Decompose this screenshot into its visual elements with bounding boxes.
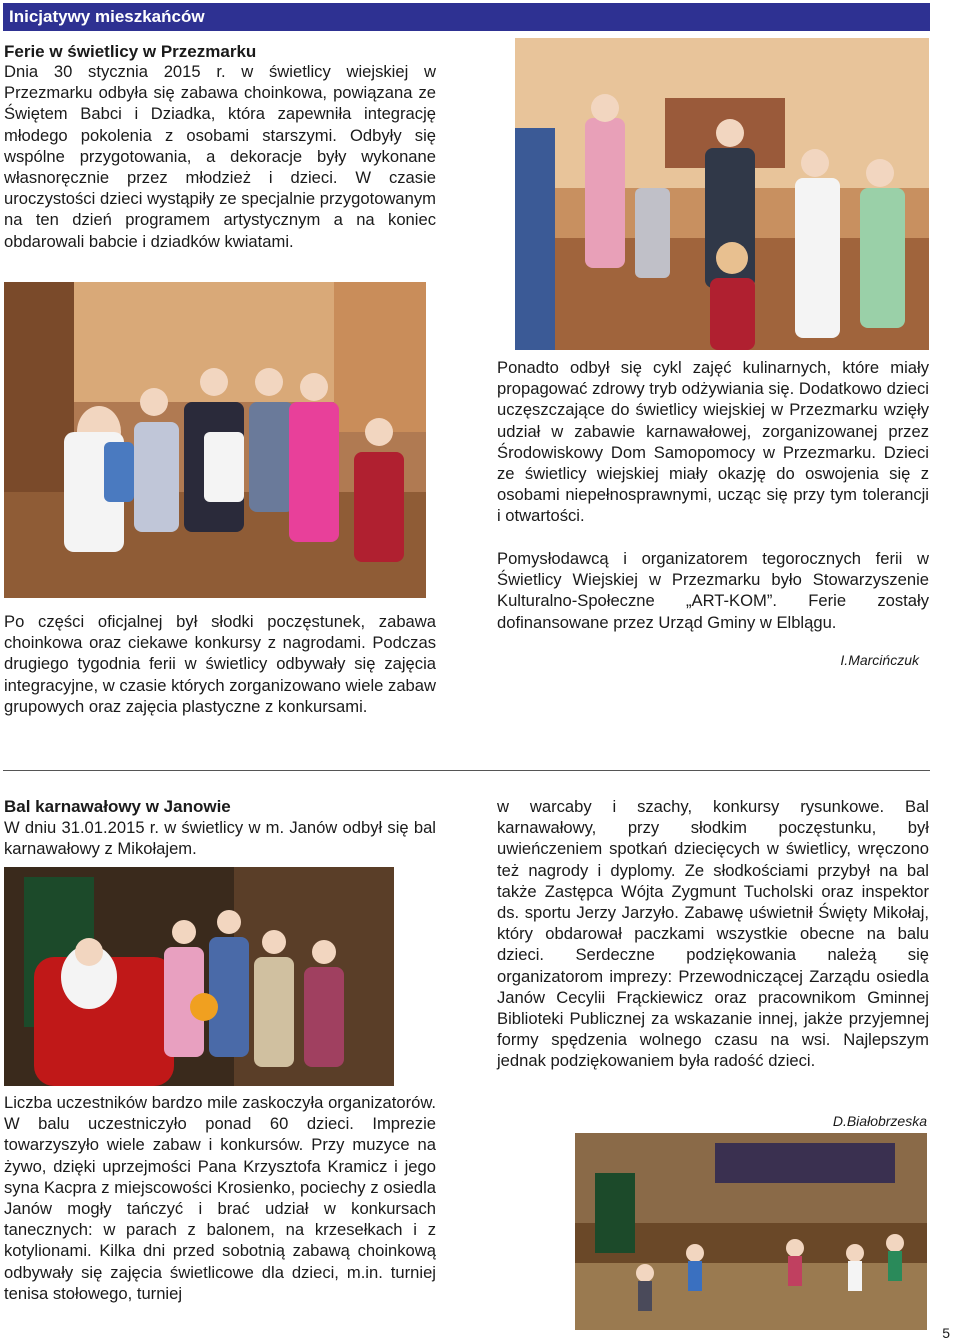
article2-left-bottom — [4, 1092, 436, 1304]
article2-left-bottom-text: Liczba uczestników bardzo mile zaskoczyła organizatorów. W balu uczestniczyło ponad 60 dzieci. Imprezie towarzyszyło wiele zabaw i konkursów. Przy muzyce na żywo, dzięki uprzejmości Pana Krzysztofa Kramicz i jego syna Kacpra z miejscowości Krosienko, pociechy z osiedla Janów mogły tańczyć i brać udział w konkursach tanecznych: w parach z balonem, na krzesełkach i z kotylionami. Kilka dni przed sobotnią zabawą choinkową odbywały się zajęcia świetlicowe dla dzieci, m.in. turniej tenisa stołowego, turniej — [4, 1093, 436, 1303]
article2-right-text-body: w warcaby i szachy, konkursy rysunkowe. Bal karnawałowy, przy słodkim poczęstunku, był uwieńczeniem spotkań dziecięcych w świetlicy, wręczono też nagrody i dyplomy. Ze słodkościami przybył na bal także Zastępca Wójta Zygmunt Tucholski oraz inspektor ds. sportu Jerzy Jarzyło. Zabawę uświetnił Święty Mikołaj, który obdarował paczkami wszystkie obecne na balu dzieci. Serdeczne podziękowania należą się organizatorom imprezy: Przewodniczącej Zarządu osiedla Janów Cecylii Frąckiewicz oraz pracownikom Gminnej Biblioteki Publicznej za wskazanie innej, jakże przyjemnej formy spędzenia wolnego czasu na wsi. Najlepszym jednak podziękowaniem była radość dzieci. — [497, 797, 929, 1071]
article2-title: Bal karnawałowy w Janowie — [4, 797, 231, 816]
article2-intro — [4, 817, 436, 859]
article1-intro-text: Dnia 30 stycznia 2015 r. w świetlicy wiejskiej w Przezmarku odbyła się zabawa choinkowa, powiązana ze Świętem Babci i Dziadka, która zapewniła integrację młodego pokolenia z osobami starszymi. Odbyły się wspólne przygotowania, a dekoracje były wykonane własnoręcznie przez młodzież i dzieci. W czasie uroczystości dzieci wystąpiły ze specjalnie przygotowanym na ten dzień programem artystycznym a na koniec obdarowali babcie i dziadków kwiatami. — [4, 62, 436, 251]
article1-signature: I.Marcińczuk — [840, 652, 919, 668]
photo-santa-children — [4, 867, 394, 1086]
article1-title: Ferie w świetlicy w Przezmarku — [4, 42, 257, 61]
article1-right-p2-text: Pomysłodawcą i organizatorem tegorocznych ferii w Świetlicy Wiejskiej w Przezmarku było Stowarzyszenie Kulturalno-Społeczne „ART-KOM”. Ferie zostały dofinansowane przez Urząd Gminy w Elblągu. — [497, 549, 929, 632]
photo-party-hall — [575, 1133, 927, 1330]
article1-left-bottom-text: Po części oficjalnej był słodki poczęstunek, zabawa choinkowa oraz ciekawe konkursy z nagrodami. Podczas drugiego tygodnia ferii w świetlicy odbywały się zajęcia integracyjne, w czasie których zorganizowano wiele zabaw grupowych oraz zajęcia plastyczne z konkursami. — [4, 612, 436, 716]
article1-right-p1 — [497, 357, 929, 527]
article2-intro-text: W dniu 31.01.2015 r. w świetlicy w m. Janów odbył się bal karnawałowy z Mikołajem. — [4, 818, 436, 859]
article1-right-p1-text: Ponadto odbył się cykl zajęć kulinarnych, które miały propagować zdrowy tryb odżywiania się. Dodatkowo dzieci uczęszczające do świetlicy wiejskiej w Przezmarku wzięły udział w zabawie karnawałowej, zorganizowanej przez Środowiskowy Dom Samopomocy w Przezmarku. Dzieci ze świetlicy wiejskiej miały okazję do oswojenia się z osobami niepełnosprawnymi, ucząc się przy tym tolerancji i otwartości. — [497, 358, 929, 526]
page-number: 5 — [942, 1325, 950, 1341]
article1-right-p2 — [497, 548, 929, 633]
section-divider — [3, 770, 930, 771]
section-banner: Inicjatywy mieszkańców — [3, 3, 930, 31]
photo-round-dance — [515, 38, 929, 350]
photo-children-performance — [4, 282, 426, 598]
article2-signature: D.Białobrzeska — [832, 1113, 927, 1129]
article1-left-bottom — [4, 611, 436, 717]
article2-right-text — [497, 796, 929, 1072]
article1-intro — [4, 61, 436, 252]
